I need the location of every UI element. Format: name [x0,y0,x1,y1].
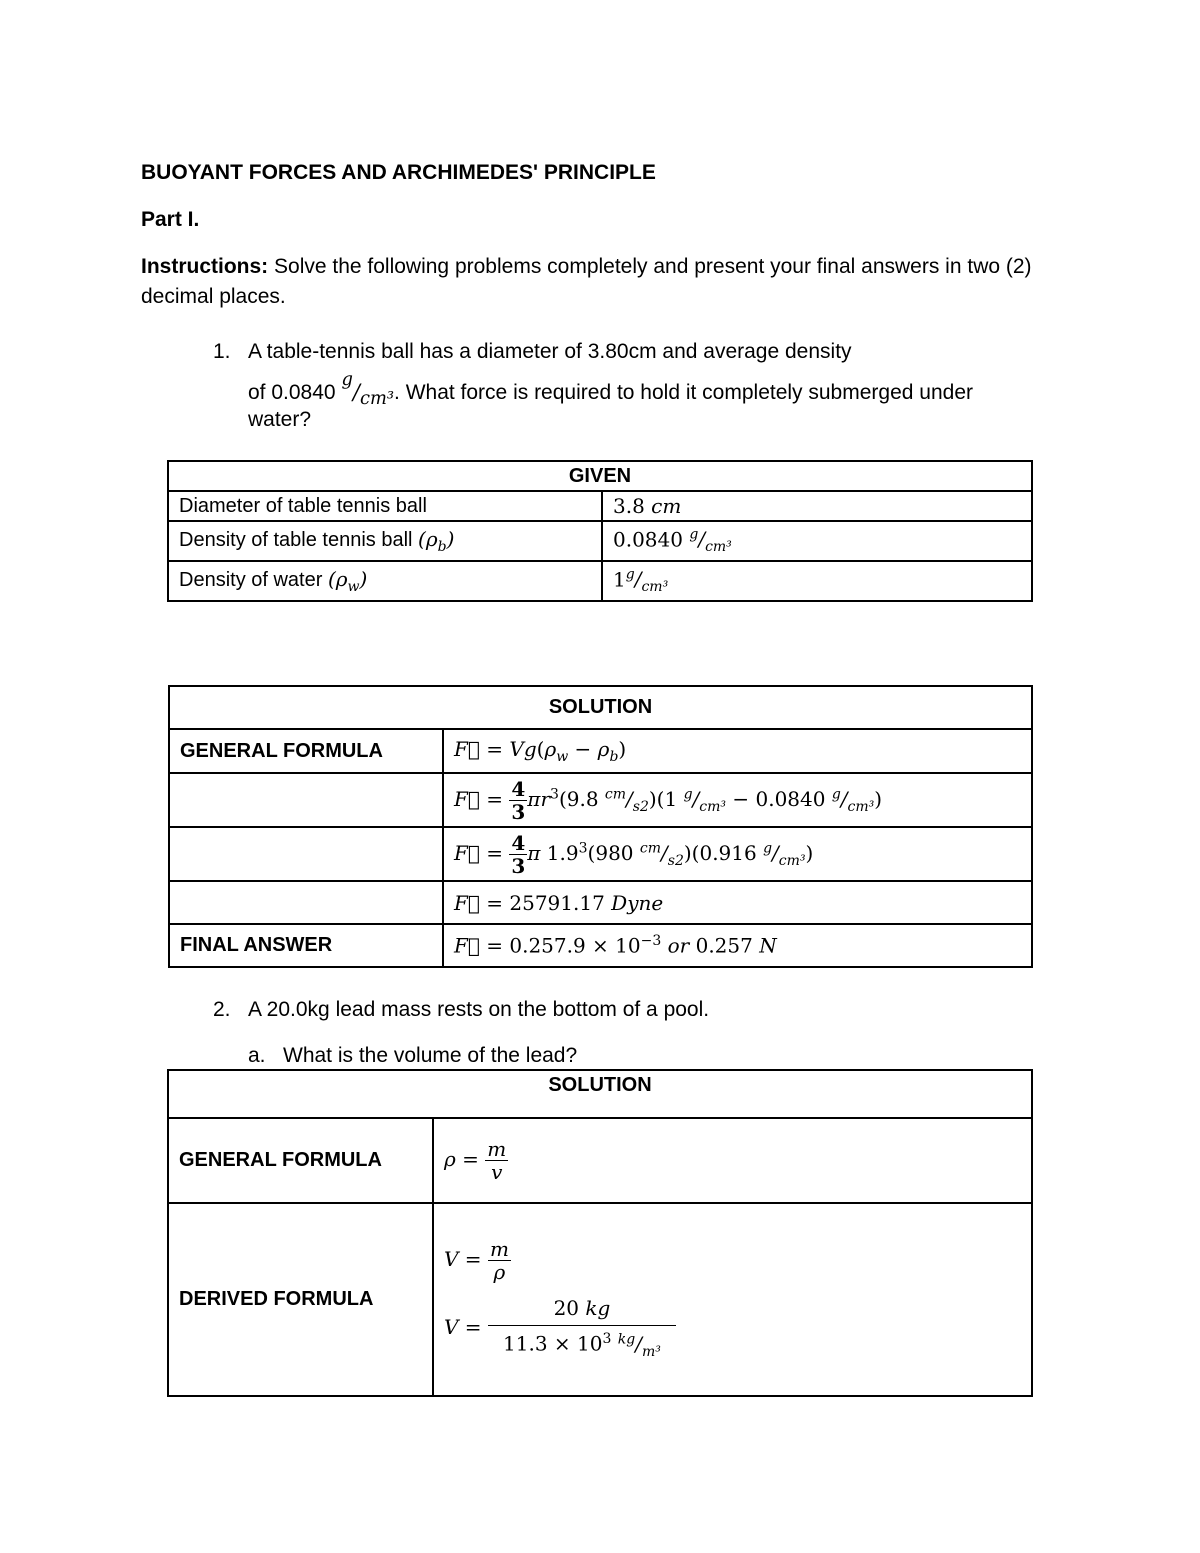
table-row [169,773,1032,827]
solution-table-1 [168,685,1033,968]
doc-title: BUOYANT FORCES AND ARCHIMEDES' PRINCIPLE [141,161,656,184]
table-row [168,561,1032,601]
table-row [168,1203,1032,1396]
given-label: Diameter of table tennis ball [168,491,602,521]
q1-line2-post: . What force is required to hold it completely submerged under [394,381,973,404]
q2a-text: What is the volume of the lead? [283,1044,578,1067]
formula-cell: F⃗ = $\frac{4}{3}$ π $1.9^3(980$ $^{cm}/_{s2})(0.916$ $^g/_{cm^3}$) [443,827,1032,881]
table-row [169,881,1032,924]
part-heading: Part I. [141,208,200,231]
solution-table-2-header: SOLUTION [168,1070,1032,1118]
q1-density-unit: g/cm³ [341,369,395,410]
final-answer-cell: F⃗ = $0.257.9 \times 10^{-3}$ or 0.257 N [443,924,1032,967]
q2a-label: a. [248,1044,266,1067]
row-label: FINAL ANSWER [169,924,443,967]
row-label [169,827,443,881]
given-label: Density of water $(\rho_w)$ [168,561,602,601]
q2-number: 2. [213,998,231,1021]
q2-text: A 20.0kg lead mass rests on the bottom of a pool. [248,998,710,1021]
instructions [141,252,1032,282]
given-value: $1^g/_{cm^3}$ [602,561,1032,601]
given-value: 0.0840 $^g/_{cm^3}$ [602,521,1032,561]
solution-table-1-header: SOLUTION [169,686,1032,729]
formula-cell: ρ = $\frac{m}{v}$ [433,1118,1032,1203]
table-row [168,521,1032,561]
derived-formula-2: V = $\frac{20 kg}{11.3 \times 10^3 ^{kg}/_{m^3}}$ [444,1297,1021,1360]
formula-cell: F⃗ = 25791.17 Dyne [443,881,1032,924]
q1-line2 [248,371,973,414]
row-label: GENERAL FORMULA [169,729,443,773]
row-label [169,773,443,827]
given-label: Density of table tennis ball $(\rho_b)$ [168,521,602,561]
table-row [169,924,1032,967]
formula-cell: F⃗ = $Vg(\rho_w - \rho_b)$ [443,729,1032,773]
table-row [169,827,1032,881]
table-row [168,1118,1032,1203]
instructions-label: Instructions: [141,255,269,278]
table-row [168,491,1032,521]
given-value: 3.8 cm [602,491,1032,521]
q1-line2-pre: of 0.0840 [248,381,336,404]
instructions-text: Solve the following problems completely and present your final answers in two (2) [268,255,1032,278]
q1-line1: A table-tennis ball has a diameter of 3.80cm and average density [248,340,852,363]
row-label [169,881,443,924]
derived-formula-1: V = $\frac{m}{\rho}$ [444,1237,509,1285]
solution-table-2 [167,1069,1033,1397]
row-label: DERIVED FORMULA [168,1203,433,1396]
formula-cell [433,1203,1032,1396]
q1-line3: water? [248,408,312,431]
table-row [169,729,1032,773]
formula-cell: F⃗ = $\frac{4}{3}$ $\pi r^3(9.8$ $^{cm}/_{s2})(1$ $^g/_{cm^3} - 0.0840$ $^g/_{cm^3}$) [443,773,1032,827]
instructions-text-cont: decimal places. [141,285,286,308]
given-table [167,460,1033,602]
row-label: GENERAL FORMULA [168,1118,433,1203]
given-table-header: GIVEN [168,461,1032,491]
q1-number: 1. [213,340,231,363]
